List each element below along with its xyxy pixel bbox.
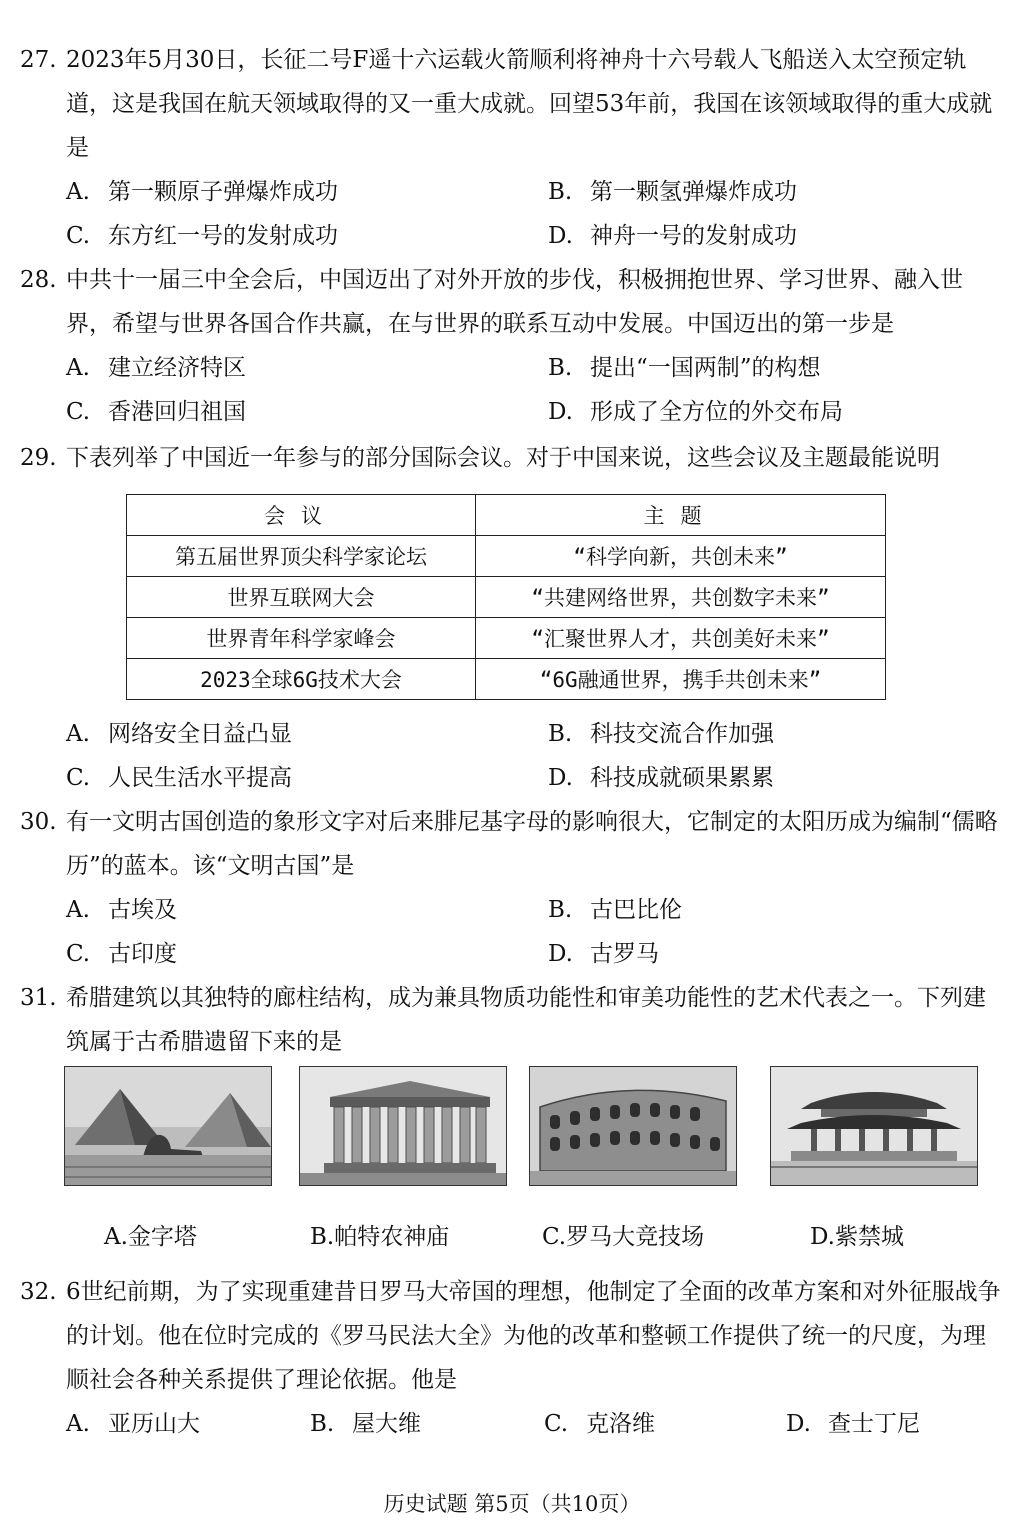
question-text: 中共十一届三中全会后，中国迈出了对外开放的步伐，积极拥抱世界、学习世界、融入世界，希望与世界各国合作共赢，在与世界的联系互动中发展。中国迈出的第一步是 <box>66 267 963 337</box>
option-a[interactable]: A. 建立经济特区 <box>66 355 246 381</box>
question-number: 31. <box>20 985 57 1011</box>
option-b[interactable]: B. 科技交流合作加强 <box>548 721 774 747</box>
option-d[interactable]: D. 古罗马 <box>548 941 659 967</box>
table-row <box>127 577 886 618</box>
option-a[interactable]: A. 网络安全日益凸显 <box>66 721 292 747</box>
option-c[interactable]: C. 人民生活水平提高 <box>66 765 292 791</box>
option-b[interactable]: B. 第一颗氢弹爆炸成功 <box>548 179 797 205</box>
colosseum-photo[interactable] <box>529 1066 737 1186</box>
question-text: 6世纪前期，为了实现重建昔日罗马大帝国的理想，他制定了全面的改革方案和对外征服战争的计划。他在位时完成的《罗马民法大全》为他的改革和整顿工作提供了统一的尺度，为理顺社会各种关系提供了理论依据。他是 <box>66 1279 1001 1393</box>
options-row <box>20 170 1005 214</box>
page-footer: 历史试题 第5页（共10页） <box>383 1492 641 1516</box>
table-cell: 2023全球6G技术大会 <box>127 659 476 700</box>
option-b[interactable]: B. 屋大维 <box>310 1411 421 1437</box>
forbidden-city-photo[interactable] <box>770 1066 978 1186</box>
option-b[interactable]: B. 古巴比伦 <box>548 897 682 923</box>
table-cell: 第五届世界顶尖科学家论坛 <box>127 536 476 577</box>
options-row <box>20 932 1005 976</box>
architecture-photos <box>64 1066 974 1186</box>
option-c[interactable]: C. 古印度 <box>66 941 177 967</box>
option-d[interactable]: D.紫禁城 <box>810 1224 904 1250</box>
option-c[interactable]: C. 香港回归祖国 <box>66 399 246 425</box>
question-29 <box>20 436 1005 480</box>
table-row <box>127 618 886 659</box>
question-number: 29. <box>20 445 57 471</box>
question-number: 30. <box>20 809 57 835</box>
question-29-options <box>20 712 1005 800</box>
table-cell: “科学向新，共创未来” <box>476 536 886 577</box>
option-d[interactable]: D. 查士丁尼 <box>786 1411 920 1437</box>
options-row <box>20 712 1005 756</box>
option-c[interactable]: C.罗马大竞技场 <box>542 1224 705 1250</box>
options-row <box>20 390 1005 434</box>
question-stem <box>20 976 1005 1064</box>
option-d[interactable]: D. 科技成就硕果累累 <box>548 765 774 791</box>
table-header-row <box>127 495 886 536</box>
option-a[interactable]: A. 古埃及 <box>66 897 177 923</box>
question-number: 32. <box>20 1279 57 1305</box>
table-cell: “6G融通世界，携手共创未来” <box>476 659 886 700</box>
option-c[interactable]: C. 东方红一号的发射成功 <box>66 223 338 249</box>
option-b[interactable]: B.帕特农神庙 <box>310 1224 450 1250</box>
table-row <box>127 659 886 700</box>
pyramid-photo[interactable] <box>64 1066 272 1186</box>
question-text: 希腊建筑以其独特的廊柱结构，成为兼具物质功能性和审美功能性的艺术代表之一。下列建筑属于古希腊遗留下来的是 <box>66 985 986 1055</box>
table-row <box>127 536 886 577</box>
table-header-cell: 主题 <box>476 495 886 536</box>
question-31 <box>20 976 1005 1064</box>
question-text: 2023年5月30日，长征二号F遥十六运载火箭顺利将神舟十六号载人飞船送入太空预定轨道，这是我国在航天领域取得的又一重大成就。回望53年前，我国在该领域取得的重大成就是 <box>66 47 993 161</box>
table-cell: “汇聚世界人才，共创美好未来” <box>476 618 886 659</box>
question-text: 有一文明古国创造的象形文字对后来腓尼基字母的影响很大，它制定的太阳历成为编制“儒略历”的蓝本。该“文明古国”是 <box>66 809 998 879</box>
question-stem <box>20 436 1005 480</box>
question-number: 28. <box>20 267 57 293</box>
question-text: 下表列举了中国近一年参与的部分国际会议。对于中国来说，这些会议及主题最能说明 <box>66 445 940 471</box>
options-row <box>20 756 1005 800</box>
option-d[interactable]: D. 神舟一号的发射成功 <box>548 223 797 249</box>
option-a[interactable]: A.金字塔 <box>104 1224 197 1250</box>
options-row <box>20 1402 1005 1446</box>
question-stem <box>20 1270 1005 1402</box>
table-cell: 世界青年科学家峰会 <box>127 618 476 659</box>
table-cell: 世界互联网大会 <box>127 577 476 618</box>
question-stem <box>20 38 1005 170</box>
conference-table <box>126 494 886 700</box>
option-a[interactable]: A. 亚历山大 <box>66 1411 200 1437</box>
options-row <box>20 346 1005 390</box>
question-28 <box>20 258 1005 434</box>
option-c[interactable]: C. 克洛维 <box>544 1411 655 1437</box>
question-32 <box>20 1270 1005 1446</box>
table-cell: “共建网络世界，共创数字未来” <box>476 577 886 618</box>
table-header-cell: 会议 <box>127 495 476 536</box>
option-d[interactable]: D. 形成了全方位的外交布局 <box>548 399 843 425</box>
option-a[interactable]: A. 第一颗原子弹爆炸成功 <box>66 179 338 205</box>
parthenon-photo[interactable] <box>299 1066 507 1186</box>
question-number: 27. <box>20 47 57 73</box>
question-stem <box>20 800 1005 888</box>
option-b[interactable]: B. 提出“一国两制”的构想 <box>548 355 821 381</box>
photo-captions <box>64 1218 974 1262</box>
question-30 <box>20 800 1005 976</box>
options-row <box>20 888 1005 932</box>
question-stem <box>20 258 1005 346</box>
question-27 <box>20 38 1005 258</box>
options-row <box>20 214 1005 258</box>
